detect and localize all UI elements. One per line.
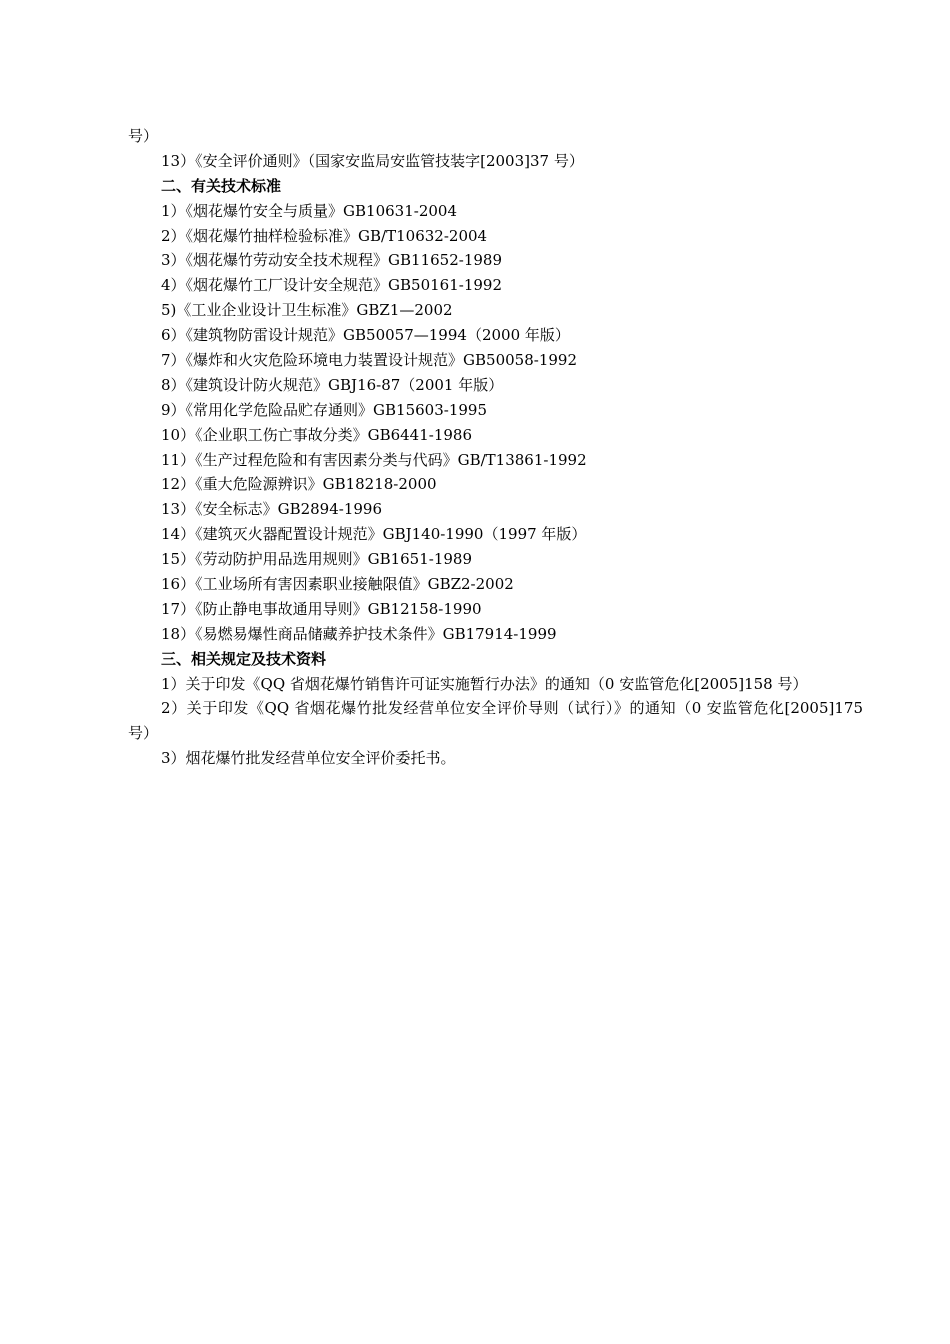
document-body <box>128 124 863 771</box>
regulation-item: 2）关于印发《QQ 省烟花爆竹批发经营单位安全评价导则（试行）》的通知（0 安监管危化[2005]175 号） <box>128 699 863 743</box>
regulation-item: 3）烟花爆竹批发经营单位安全评价委托书。 <box>161 749 456 768</box>
standard-item: 13）《安全标志》GB2894-1996 <box>161 500 383 519</box>
standard-item: 18）《易燃易爆性商品储藏养护技术条件》GB17914-1999 <box>161 624 557 643</box>
continuation-text: 号） <box>128 127 159 145</box>
section-heading-standards: 二、有关技术标准 <box>161 176 282 195</box>
section-heading-regulations: 三、相关规定及技术资料 <box>161 649 327 668</box>
standard-item: 4）《烟花爆竹工厂设计安全规范》GB50161-1992 <box>161 276 503 295</box>
standard-item: 7）《爆炸和火灾危险环境电力装置设计规范》GB50058-1992 <box>161 351 578 370</box>
standard-item: 6）《建筑物防雷设计规范》GB50057—1994（2000 年版） <box>161 326 570 345</box>
standard-item: 12）《重大危险源辨识》GB18218-2000 <box>161 475 437 494</box>
standard-item: 15）《劳动防护用品选用规则》GB1651-1989 <box>161 550 473 569</box>
standard-item: 2）《烟花爆竹抽样检验标准》GB/T10632-2004 <box>161 226 488 245</box>
standard-item: 17）《防止静电事故通用导则》GB12158-1990 <box>161 599 482 618</box>
regulation-item: 1）关于印发《QQ 省烟花爆竹销售许可证实施暂行办法》的通知（0 安监管危化[2005]158 号） <box>161 674 808 693</box>
standard-item: 8）《建筑设计防火规范》GBJ16-87（2001 年版） <box>161 375 504 394</box>
regulation-item-13: 13）《安全评价通则》（国家安监局安监管技装字[2003]37 号） <box>161 151 584 170</box>
standard-item: 1）《烟花爆竹安全与质量》GB10631-2004 <box>161 201 458 220</box>
standard-item: 10）《企业职工伤亡事故分类》GB6441-1986 <box>161 425 473 444</box>
standard-item: 14）《建筑灭火器配置设计规范》GBJ140-1990（1997 年版） <box>161 525 587 544</box>
standard-item: 3）《烟花爆竹劳动安全技术规程》GB11652-1989 <box>161 251 503 270</box>
standard-item: 11）《生产过程危险和有害因素分类与代码》GB/T13861-1992 <box>161 450 587 469</box>
standard-item: 16）《工业场所有害因素职业接触限值》GBZ2-2002 <box>161 575 514 594</box>
standard-item: 9）《常用化学危险品贮存通则》GB15603-1995 <box>161 400 488 419</box>
standard-item: 5)《工业企业设计卫生标准》GBZ1—2002 <box>161 301 453 320</box>
